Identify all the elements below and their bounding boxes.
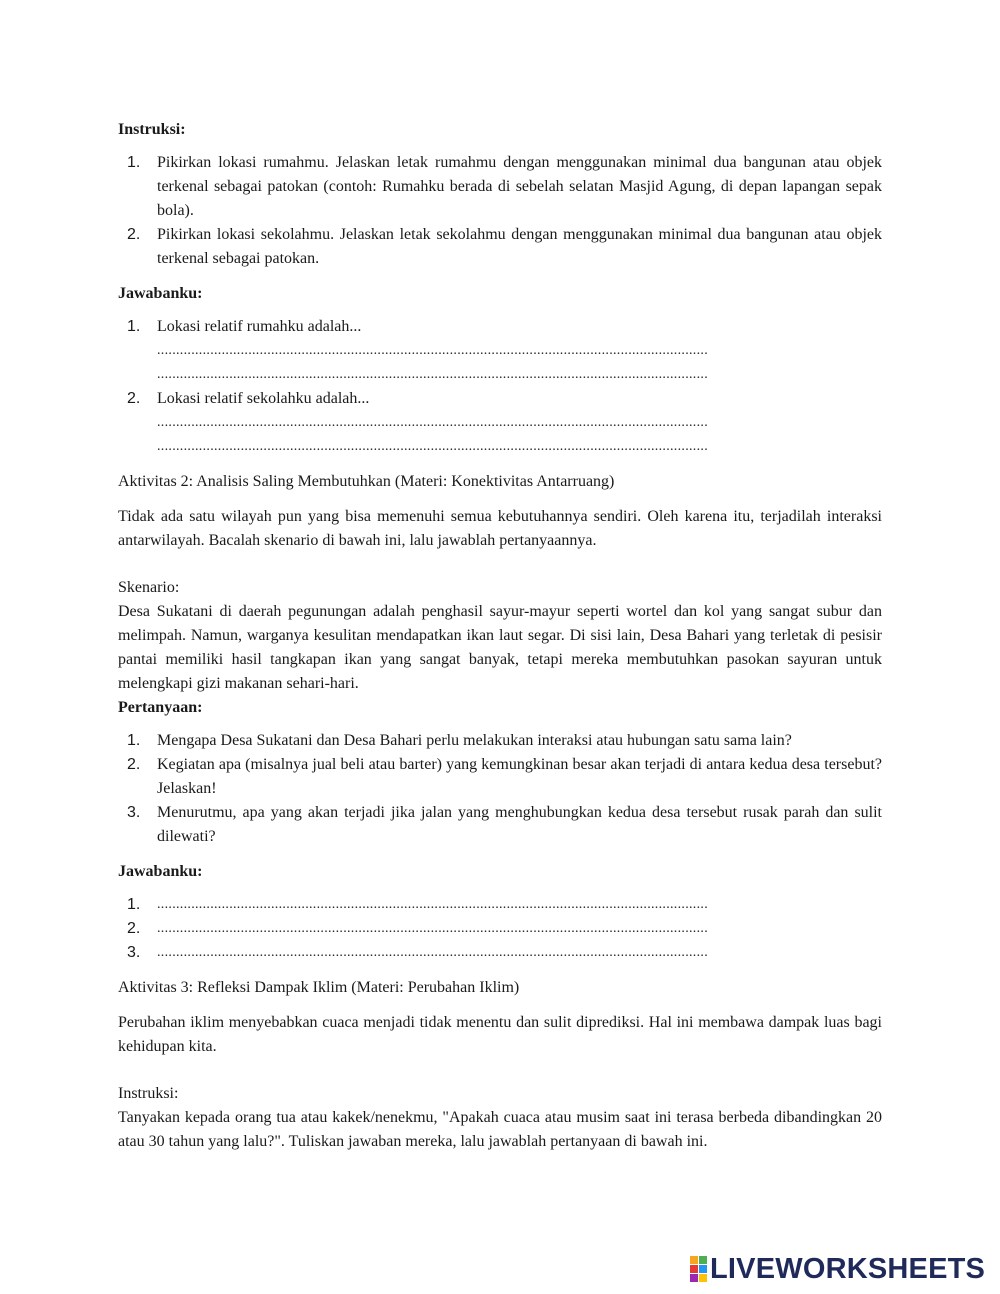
list-item	[118, 753, 882, 801]
aktivitas2-intro: Tidak ada satu wilayah pun yang bisa memenuhi semua kebutuhannya sendiri. Oleh karena itu, terjadilah interaksi antarwilayah. Bacalah skenario di bawah ini, lalu jawablah pertanyaannya.	[118, 508, 882, 549]
item-number: 3.	[127, 804, 141, 821]
jawaban-heading: Jawabanku:	[118, 285, 203, 302]
list-item	[118, 917, 882, 941]
item-number: 1.	[127, 896, 141, 913]
item-number: 2.	[127, 226, 141, 243]
instruction-text: Pikirkan lokasi rumahmu. Jelaskan letak rumahmu dengan menggunakan minimal dua bangunan atau objek terkenal sebagai patokan (contoh: Rumahku berada di sebelah selatan Masjid Agung, di depan lapangan sepak bola).	[157, 154, 882, 219]
pertanyaan-heading: Pertanyaan:	[118, 699, 203, 716]
item-number: 2.	[127, 920, 141, 937]
list-item	[118, 387, 882, 459]
answer-line[interactable]: .................................................................................................................................................	[157, 945, 708, 960]
logo-text: LIVEWORKSHEETS	[710, 1253, 986, 1285]
answer-line[interactable]: .................................................................................................................................................	[157, 897, 708, 912]
item-number: 1.	[127, 318, 141, 335]
instruksi-text: Tanyakan kepada orang tua atau kakek/nenekmu, "Apakah cuaca atau musim saat ini terasa berbeda dibandingkan 20 atau 30 tahun yang lalu?". Tuliskan jawaban mereka, lalu jawablah pertanyaan di bawah ini.	[118, 1109, 882, 1150]
item-number: 3.	[127, 944, 141, 961]
answer-line[interactable]: .................................................................................................................................................	[157, 343, 708, 358]
logo-square	[690, 1256, 698, 1264]
instruction-list	[118, 151, 882, 271]
question-text: Menurutmu, apa yang akan terjadi jika jalan yang menghubungkan kedua desa tersebut rusak parah dan sulit dilewati?	[157, 804, 882, 845]
list-item	[118, 315, 882, 387]
instruction-text: Pikirkan lokasi sekolahmu. Jelaskan letak sekolahmu dengan menggunakan minimal dua bangunan atau objek terkenal sebagai patokan.	[157, 226, 882, 267]
aktivitas3-intro: Perubahan iklim menyebabkan cuaca menjadi tidak menentu dan sulit diprediksi. Hal ini membawa dampak luas bagi kehidupan kita.	[118, 1014, 882, 1055]
answer-line[interactable]: .................................................................................................................................................	[157, 415, 708, 430]
answer-prompt: Lokasi relatif rumahku adalah...	[157, 318, 362, 335]
list-item	[118, 941, 882, 965]
aktivitas3-title: Aktivitas 3: Refleksi Dampak Iklim (Materi: Perubahan Iklim)	[118, 979, 520, 996]
logo-icon	[690, 1256, 707, 1282]
item-number: 2.	[127, 390, 141, 407]
list-item	[118, 893, 882, 917]
answer-line[interactable]: .................................................................................................................................................	[157, 367, 708, 382]
instruksi-label: Instruksi:	[118, 1085, 179, 1102]
list-item	[118, 223, 882, 271]
liveworksheets-logo	[690, 1254, 985, 1284]
jawaban-heading-2: Jawabanku:	[118, 863, 203, 880]
logo-square	[690, 1265, 698, 1273]
logo-square	[690, 1274, 698, 1282]
answer-list-2	[118, 893, 882, 965]
worksheet-page	[118, 118, 882, 1154]
item-number: 1.	[127, 732, 141, 749]
list-item	[118, 729, 882, 753]
answer-prompt: Lokasi relatif sekolahku adalah...	[157, 390, 370, 407]
question-text: Kegiatan apa (misalnya jual beli atau barter) yang kemungkinan besar akan terjadi di antara kedua desa tersebut? Jelaskan!	[157, 756, 882, 797]
skenario-text: Desa Sukatani di daerah pegunungan adalah penghasil sayur-mayur seperti wortel dan kol yang sangat subur dan melimpah. Namun, warganya kesulitan mendapatkan ikan laut segar. Di sisi lain, Desa Bahari yang terletak di pesisir pantai memiliki hasil tangkapan ikan yang sangat banyak, tetapi mereka membutuhkan pasokan sayuran untuk melengkapi gizi makanan sehari-hari.	[118, 603, 882, 692]
aktivitas2-title: Aktivitas 2: Analisis Saling Membutuhkan (Materi: Konektivitas Antarruang)	[118, 473, 615, 490]
list-item	[118, 801, 882, 849]
logo-square	[699, 1256, 707, 1264]
skenario-label: Skenario:	[118, 579, 180, 596]
question-list	[118, 729, 882, 849]
question-text: Mengapa Desa Sukatani dan Desa Bahari perlu melakukan interaksi atau hubungan satu sama lain?	[157, 732, 792, 749]
answer-line[interactable]: .................................................................................................................................................	[157, 439, 708, 454]
answer-list	[118, 315, 882, 459]
logo-square	[699, 1265, 707, 1273]
answer-line[interactable]: .................................................................................................................................................	[157, 921, 708, 936]
item-number: 2.	[127, 756, 141, 773]
list-item	[118, 151, 882, 223]
item-number: 1.	[127, 154, 141, 171]
logo-square	[699, 1274, 707, 1282]
instruksi-heading: Instruksi:	[118, 121, 186, 138]
